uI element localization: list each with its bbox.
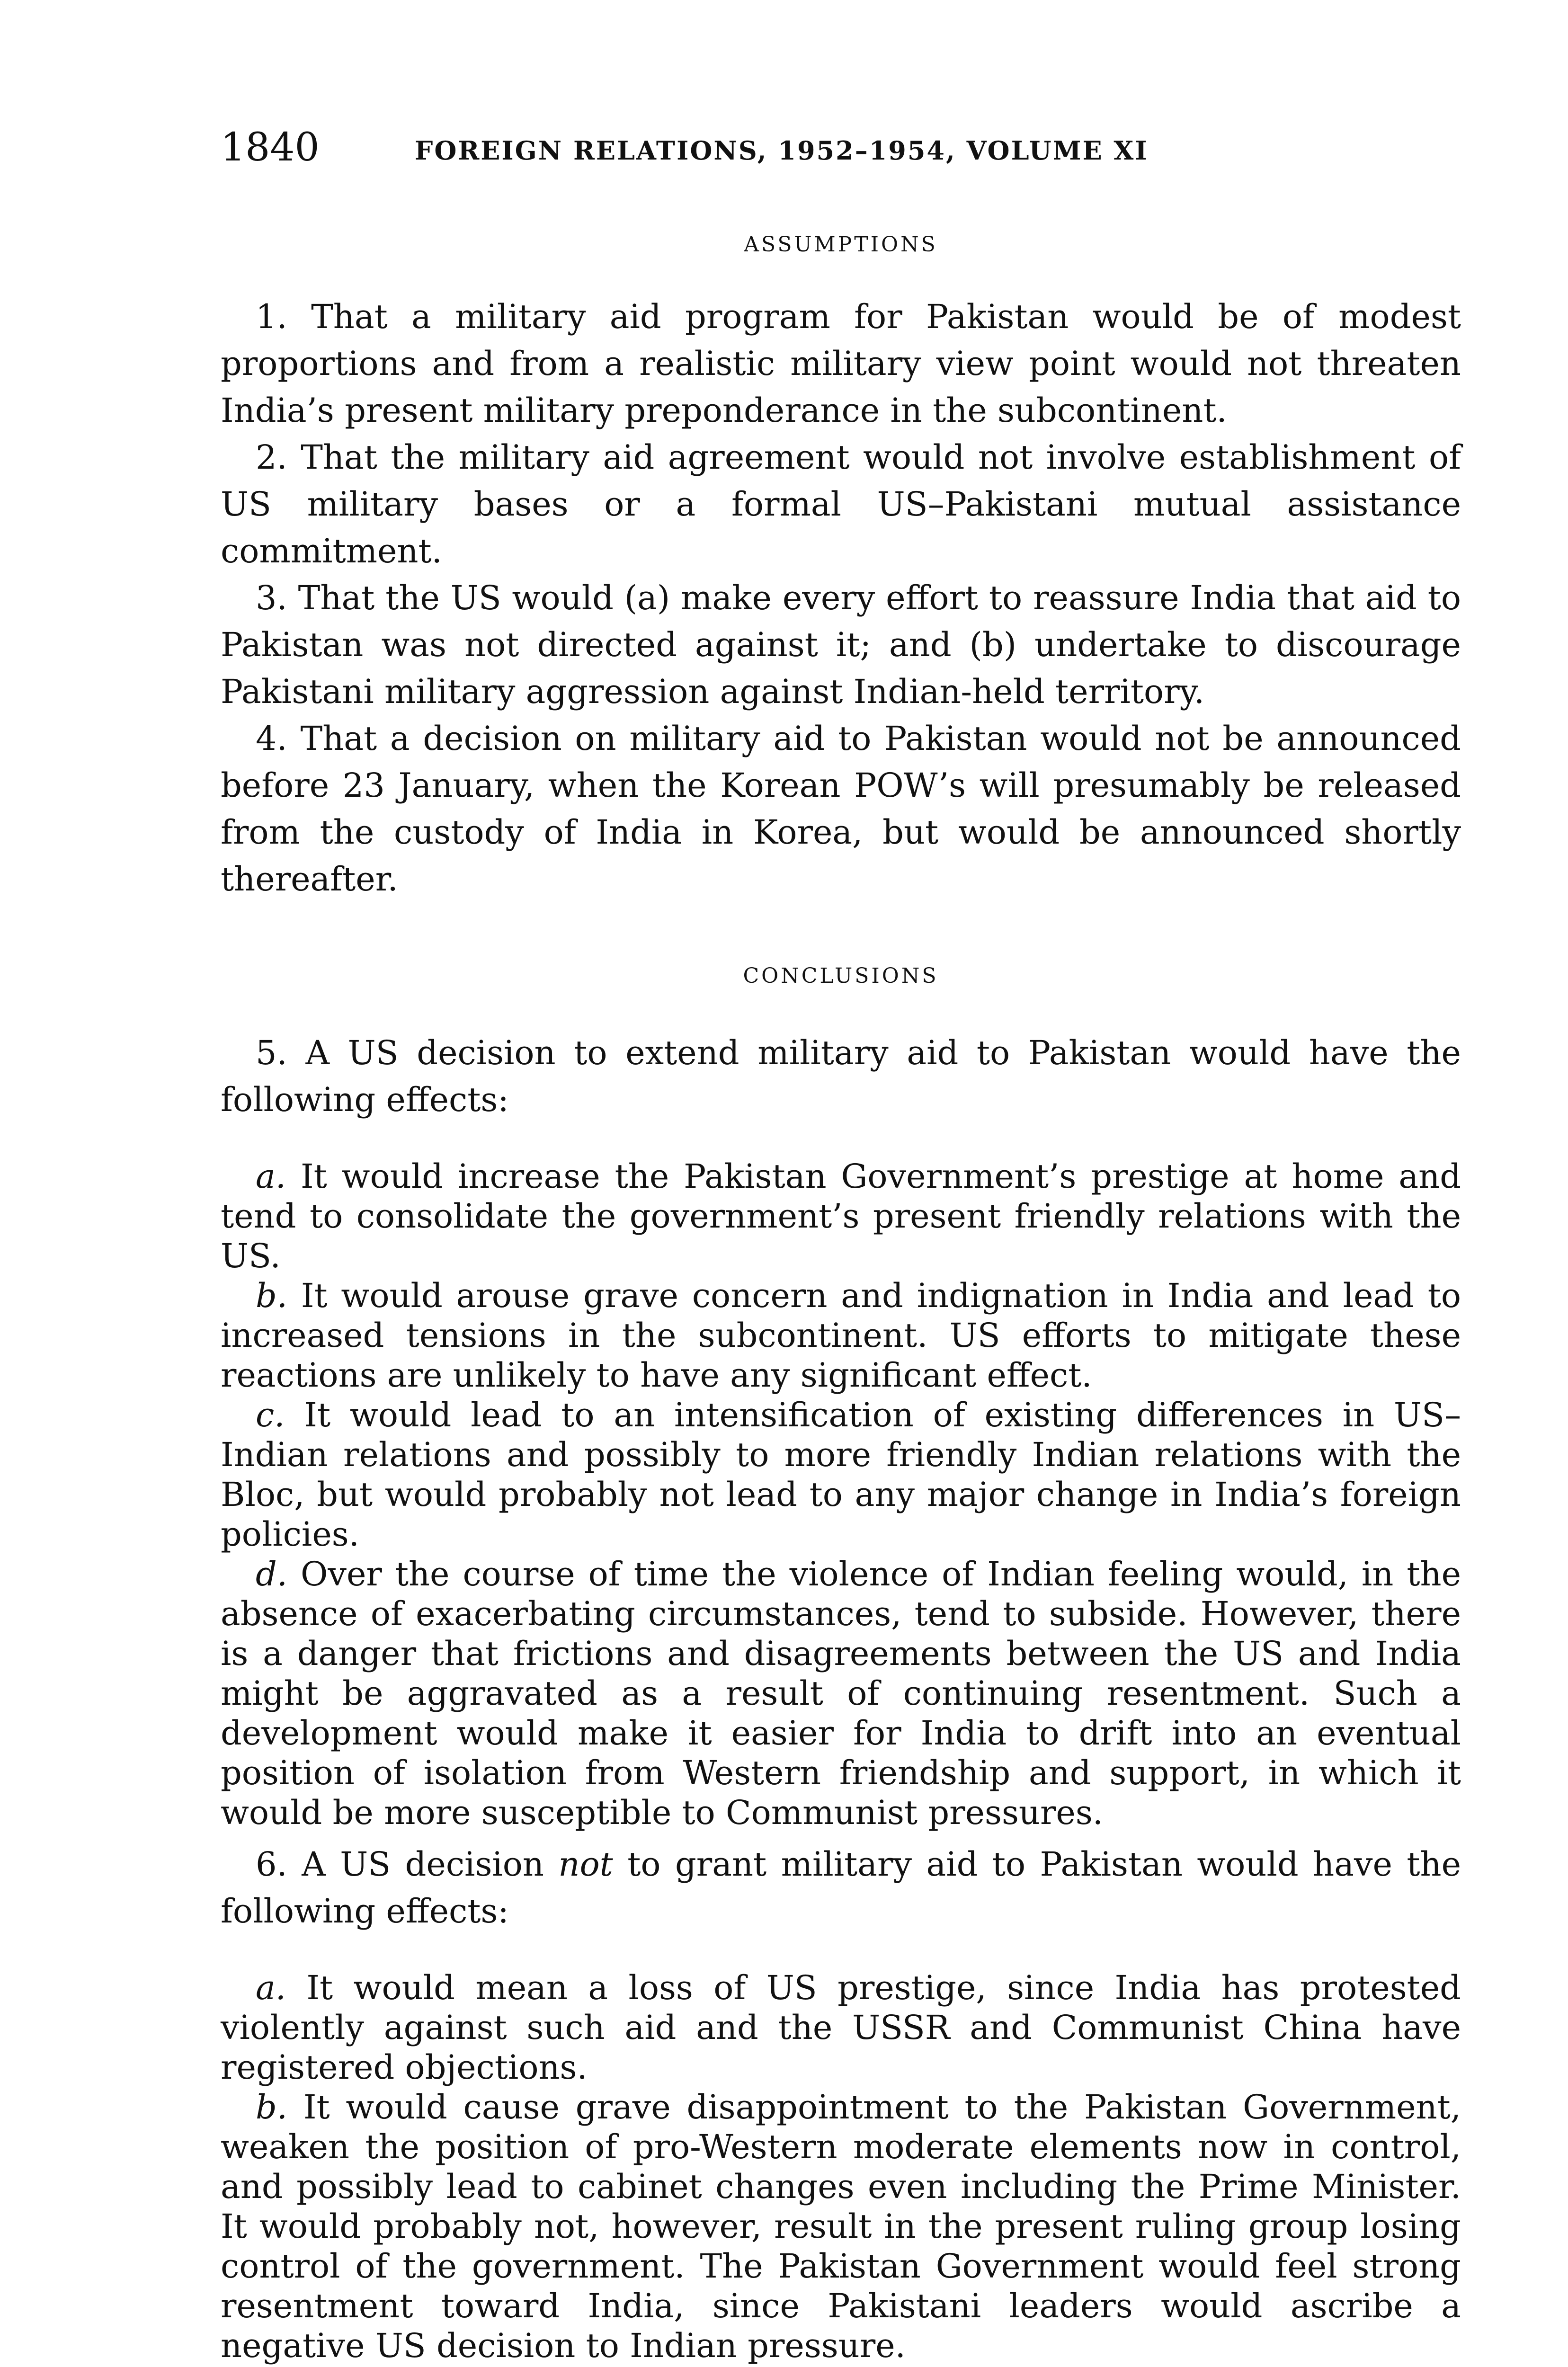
sub-item-text: It would cause grave disappointment to the Pakistan Government, weaken the position of pro-Western moderate elements now in control, and possibly lead to cabinet changes even including the Prime Minister. It would probably not, however, result in the present ruling group losing control of the government. The Pakistan Government would feel strong resentment toward India, since Pakistani leaders would ascribe a negative US decision to Indian pressure. xyxy=(221,2088,1461,2365)
item6-intro-end: to grant military aid to Pakistan would have the following effects: xyxy=(221,1845,1461,1931)
conclusions-heading: CONCLUSIONS xyxy=(743,964,939,988)
sub-item xyxy=(221,1157,1461,1276)
sub-item-text: It would mean a loss of US prestige, since India has protested violently against such aid and the USSR and Communist China have registered objections. xyxy=(221,1968,1461,2087)
sub-item xyxy=(221,1554,1461,1833)
sub-item-letter: a. xyxy=(256,1157,286,1196)
page-header xyxy=(221,124,1461,181)
page-number: 1840 xyxy=(221,125,320,170)
assumptions-heading: ASSUMPTIONS xyxy=(744,232,938,257)
sub-item xyxy=(221,1276,1461,1395)
sub-item-letter: b. xyxy=(256,2088,288,2127)
sub-item-text: It would lead to an intensification of existing differences in US–Indian relations and possibly to more friendly Indian relations with the Bloc, but would probably not lead to any major change in India’s foreign policies. xyxy=(221,1396,1461,1554)
sub-item-letter: d. xyxy=(256,1555,288,1593)
conclusions-body xyxy=(221,1030,1461,2366)
sub-item-letter: b. xyxy=(256,1276,288,1315)
sub-item-text: It would arouse grave concern and indignation in India and lead to increased tensions in the subcontinent. US efforts to mitigate these reactions are unlikely to have any significant effect. xyxy=(221,1276,1461,1395)
conclusion-5-subitems xyxy=(221,1157,1461,1833)
running-title: FOREIGN RELATIONS, 1952–1954, VOLUME XI xyxy=(415,135,1149,166)
assumption-item: 3. That the US would (a) make every effort to reassure India that aid to Pakistan was not directed against it; and (b) undertake to discourage Pakistani military aggression against Indian-held territory. xyxy=(221,578,1461,711)
assumptions-list xyxy=(221,294,1461,903)
assumption-item: 2. That the military aid agreement would not involve establishment of US military bases or a formal US–Pakistani mutual assistance commitment. xyxy=(221,438,1461,570)
sub-item-text: Over the course of time the violence of Indian feeling would, in the absence of exacerbating circumstances, tend to subside. However, there is a danger that frictions and disagreements between the US and India might be aggravated as a result of continuing resentment. Such a development would make it easier for India to drift into an eventual position of isolation from Western friendship and support, in which it would be more susceptible to Communist pressures. xyxy=(221,1555,1461,1832)
conclusion-item-6 xyxy=(221,1841,1461,1935)
sub-item xyxy=(221,1395,1461,1554)
sub-item-text: It would increase the Pakistan Government’s prestige at home and tend to consolidate the government’s present friendly relations with the US. xyxy=(221,1157,1461,1275)
sub-item xyxy=(221,1968,1461,2087)
item6-intro-start: 6. A US decision xyxy=(256,1845,559,1884)
sub-item-letter: a. xyxy=(256,1968,286,2007)
assumption-item: 1. That a military aid program for Pakistan would be of modest proportions and from a realistic military view point would not threaten India’s present military preponderance in the subcontinent. xyxy=(221,297,1461,430)
sub-item xyxy=(221,2087,1461,2366)
assumption-item: 4. That a decision on military aid to Pakistan would not be announced before 23 January, when the Korean POW’s will presumably be released from the custody of India in Korea, but would be announced shortly thereafter. xyxy=(221,719,1461,899)
item6-intro-emphasis: not xyxy=(558,1845,613,1884)
conclusion-6-subitems xyxy=(221,1968,1461,2366)
conclusion-item-5: 5. A US decision to extend military aid to Pakistan would have the following effects: xyxy=(221,1033,1461,1119)
sub-item-letter: c. xyxy=(256,1396,285,1434)
